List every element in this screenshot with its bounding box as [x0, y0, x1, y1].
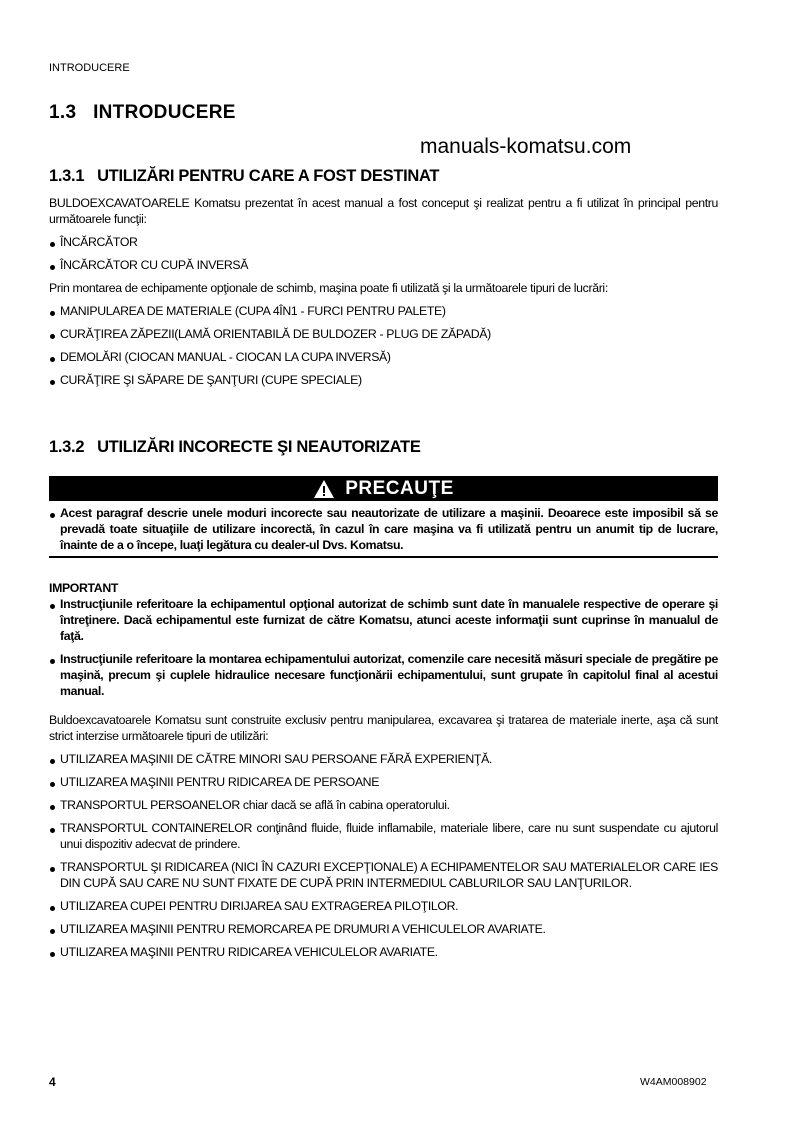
- intro-paragraph: BULDOEXCAVATOARELE Komatsu prezentat în acest manual a fost conceput şi realizat pentru a fi utilizat în principal pentru următoarele funcţii:: [49, 196, 718, 226]
- list-item: UTILIZAREA MAŞINII PENTRU RIDICAREA DE PERSOANE: [49, 774, 718, 790]
- caution-banner: [49, 476, 718, 501]
- intended-uses-block: [49, 195, 718, 388]
- caution-text: Acest paragraf descrie unele moduri incorecte sau neautorizate de utilizare a maşinii. Deoarece este imposibil să se prevadă toate situaţiile de utilizare incorectă, în cazul în care maşina va fi utilizată pentru un anumit tip de lucrare, înainte de a o începe, luaţi legătura cu dealer-ul Dvs. Komatsu.: [49, 505, 718, 553]
- list-item: TRANSPORTUL CONTAINERELOR conţinând fluide, fluide inflamabile, materiale libere, care nu sunt suspendate cu ajutorul unui dispozitiv adecvat de prindere.: [49, 820, 718, 852]
- list-item: CURĂŢIREA ZĂPEZII(LAMĂ ORIENTABILĂ DE BULDOZER - PLUG DE ZĂPADĂ): [49, 326, 718, 342]
- subsection-number: 1.3.2: [49, 438, 85, 456]
- list-item: TRANSPORTUL ŞI RIDICAREA (NICI ÎN CAZURI EXCEPŢIONALE) A ECHIPAMENTELOR SAU MATERIALELOR CARE IES DIN CUPĂ SAU CARE NU SUNT FIXATE DE CUPĂ PRIN INTERMEDIUL CABLURILOR SAU LANŢURILOR.: [49, 859, 718, 891]
- section-number: 1.3: [49, 102, 77, 123]
- list-item: MANIPULAREA DE MATERIALE (CUPA 4ÎN1 - FURCI PENTRU PALETE): [49, 303, 718, 319]
- prohibited-intro: Buldoexcavatoarele Komatsu sunt construite exclusiv pentru manipularea, excavarea şi tratarea de materiale inerte, aşa că sunt strict interzise următoarele tipuri de utilizări:: [49, 713, 718, 743]
- optional-intro-paragraph: Prin montarea de echipamente opţionale de schimb, maşina poate fi utilizată şi la următoarele tipuri de lucrări:: [49, 281, 608, 295]
- document-code: W4AM008902: [640, 1076, 707, 1088]
- list-item: TRANSPORTUL PERSOANELOR chiar dacă se află în cabina operatorului.: [49, 797, 718, 813]
- list-item: UTILIZAREA MAŞINII DE CĂTRE MINORI SAU PERSOANE FĂRĂ EXPERIENŢĂ.: [49, 751, 718, 767]
- subsection-title-1-3-1: [49, 167, 439, 186]
- list-item: UTILIZAREA MAŞINII PENTRU RIDICAREA VEHICULELOR AVARIATE.: [49, 944, 718, 960]
- caution-label: PRECAUŢE: [345, 477, 454, 499]
- subsection-title-text: UTILIZĂRI PENTRU CARE A FOST DESTINAT: [97, 167, 440, 185]
- warning-triangle-icon: [313, 479, 335, 499]
- subsection-number: 1.3.1: [49, 167, 85, 185]
- list-item: UTILIZAREA CUPEI PENTRU DIRIJAREA SAU EXTRAGEREA PILOŢILOR.: [49, 898, 718, 914]
- page-number: 4: [49, 1075, 56, 1089]
- list-item: UTILIZAREA MAŞINII PENTRU REMORCAREA PE DRUMURI A VEHICULELOR AVARIATE.: [49, 921, 718, 937]
- section-title-text: INTRODUCERE: [93, 102, 236, 123]
- important-block: [49, 580, 718, 699]
- caution-text-block: [49, 505, 718, 553]
- subsection-title-1-3-2: [49, 438, 421, 457]
- prohibited-uses-block: [49, 712, 718, 960]
- list-item: DEMOLĂRI (CIOCAN MANUAL - CIOCAN LA CUPA INVERSĂ): [49, 349, 718, 365]
- running-header: INTRODUCERE: [49, 62, 130, 74]
- list-item: Instrucţiunile referitoare la echipamentul opţional autorizat de schimb sunt date în manualele respective de operare şi întreţinere. Dacă echipamentul este furnizat de către Komatsu, atunci aceste informaţii sunt cuprinse în manualul de faţă.: [49, 596, 718, 644]
- important-label: IMPORTANT: [49, 581, 119, 595]
- watermark: manuals-komatsu.com: [420, 135, 632, 158]
- list-item: Instrucţiunile referitoare la montarea echipamentului autorizat, comenzile care necesită măsuri speciale de pregătire pe maşină, precum şi cuplele hidraulice necesare funcţionării echipamentului, sunt grupate în capitolul final al acestui manual.: [49, 651, 718, 699]
- subsection-title-text: UTILIZĂRI INCORECTE ŞI NEAUTORIZATE: [97, 438, 421, 456]
- section-title: [49, 102, 236, 124]
- list-item: ÎNCĂRCĂTOR: [49, 234, 718, 250]
- list-item: CURĂŢIRE ŞI SĂPARE DE ŞANŢURI (CUPE SPECIALE): [49, 372, 718, 388]
- divider: [49, 556, 718, 558]
- list-item: ÎNCĂRCĂTOR CU CUPĂ INVERSĂ: [49, 257, 718, 273]
